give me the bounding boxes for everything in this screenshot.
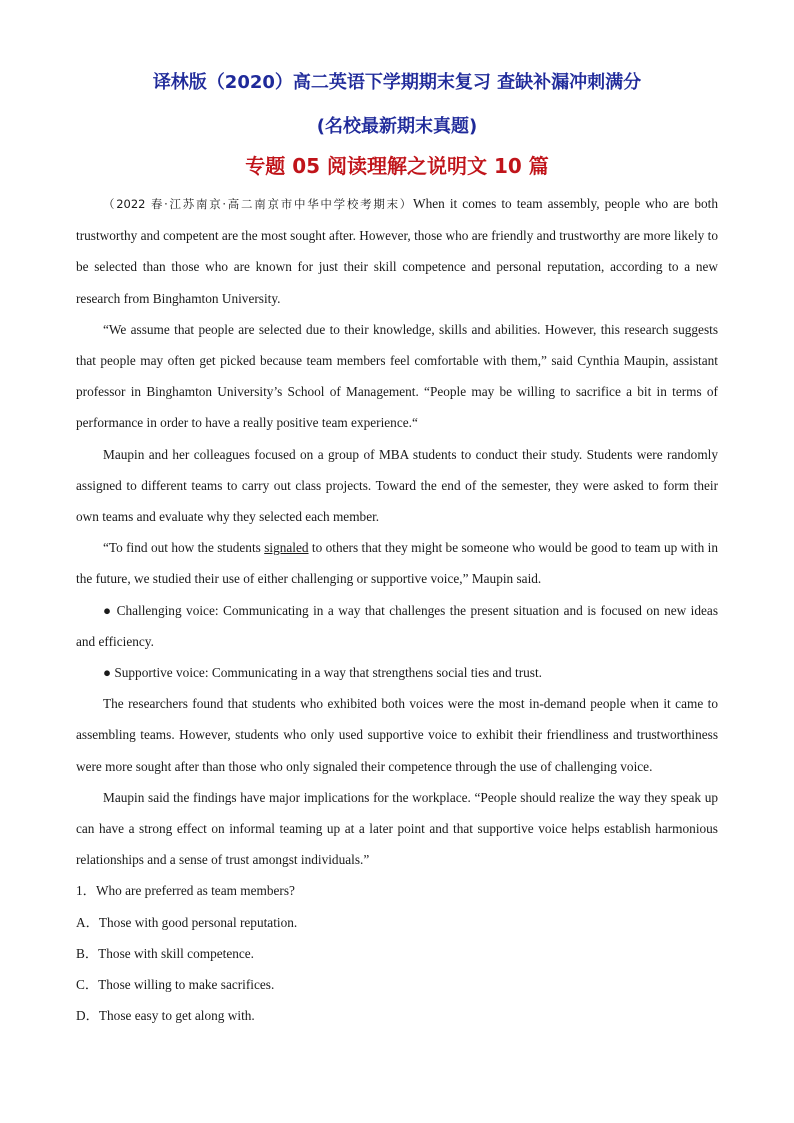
paragraph-5: The researchers found that students who exhibited both voices were the most in-demand people when it came to assembling teams. However, students who only used supportive voice to exhibit their friendliness and trustworthiness were more sought after than those who only signaled their competence through the use of challenging voice. — [76, 696, 718, 774]
paragraph-2: “We assume that people are selected due to their knowledge, skills and abilities. However, this research suggests that people may often get picked because team members feel comfortable with them,” said Cynthia Maupin, assistant professor in Binghamton University’s School of Management. “People may be willing to sacrifice a bit in terms of performance in order to have a really positive team experience.“ — [76, 321, 718, 431]
paragraph-4-end: to others that they might be someone who would be good to team up with in the future, we studied their use of either challenging or supportive voice,” Maupin said. — [76, 540, 718, 587]
paragraph-1-text: When it comes to team assembly, people who are both trustworthy and competent are the most sought after. However, those who are friendly and trustworthy are more likely to be selected than those who are known for just their skill competence and personal reputation, according to a new research from Binghamton University. — [76, 196, 718, 306]
bullet-challenging-voice: ● Challenging voice: Communicating in a way that challenges the present situation and is focused on new ideas and efficiency. — [76, 602, 718, 649]
underlined-word: signaled — [264, 540, 309, 556]
paragraph-3: Maupin and her colleagues focused on a group of MBA students to conduct their study. Students were randomly assigned to different teams to carry out class projects. Toward the end of the semester, they were asked to form their own teams and evaluate why they selected each member. — [76, 446, 718, 525]
option-c: C．Those willing to make sacrifices. — [76, 977, 275, 993]
option-b: B．Those with skill competence. — [76, 945, 254, 961]
paragraph-1 — [76, 188, 718, 314]
option-a: A．Those with good personal reputation. — [76, 914, 298, 930]
document-title: 译林版（2020）高二英语下学期期末复习 查缺补漏冲刺满分 — [152, 72, 642, 93]
paragraph-6: Maupin said the findings have major implications for the workplace. “People should realize the way they speak up can have a strong effect on informal teaming up at a later point and that supportive voice helps establish harmonious relationships and a sense of trust amongst individuals.” — [76, 789, 718, 868]
bullet-supportive-voice: ● Supportive voice: Communicating in a way that strengthens social ties and trust. — [103, 665, 542, 681]
topic-heading: 专题 05 阅读理解之说明文 10 篇 — [245, 154, 549, 178]
paragraph-4 — [76, 532, 718, 594]
paragraph-4-start: “To find out how the students — [103, 540, 265, 556]
question-stem: 1．Who are preferred as team members? — [76, 883, 295, 899]
document-subtitle: (名校最新期末真题) — [316, 116, 478, 137]
option-d: D．Those easy to get along with. — [76, 1008, 255, 1024]
passage-body — [76, 188, 718, 1031]
source-note: （2022 春·江苏南京·高二南京市中华中学校考期末） — [103, 197, 414, 211]
